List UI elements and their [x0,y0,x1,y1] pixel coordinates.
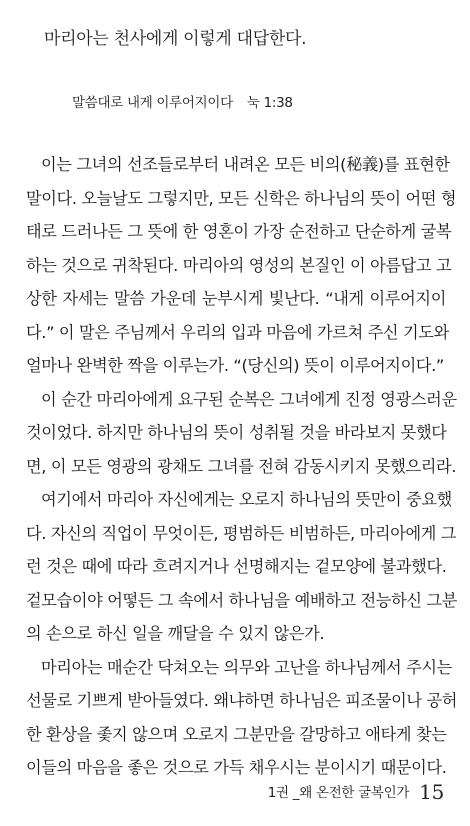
body-text [26,148,458,785]
text-line: 다. 자신의 직업이 무엇이든, 평범하든 비범하든, 마리아에게 그 [26,523,457,543]
text-line: 여기에서 마리아 자신에게는 오로지 하나님의 뜻만이 중요했 [41,490,452,509]
verse-text: 말씀대로 내게 이루어지이다 [72,95,233,111]
text-line: 다.” 이 말은 주님께서 우리의 입과 마음에 가르쳐 주신 기도와 [26,322,449,342]
text-line: 런 것은 때에 따라 흐려지거나 선명해지는 겉모양에 불과했다. [26,557,447,576]
intro-line: 마리아는 천사에게 이렇게 대답한다. [44,29,307,49]
text-line: 의 손으로 하신 일을 깨달을 수 있지 않은가. [26,624,325,643]
running-title: 1권 _왜 온전한 굴복인가 [267,785,410,801]
text-line: 이들의 마음을 좋은 것으로 가득 채우시는 분이시기 때문이다. [26,758,447,777]
page-footer [268,780,444,804]
page-number: 15 [419,780,444,804]
text-line: 이 순간 마리아에게 요구된 순복은 그녀에게 진정 영광스러운 [41,389,457,409]
text-line: 상한 자세는 말씀 가운데 눈부시게 빛난다. “내게 이루어지이 [26,289,446,308]
text-line: 면, 이 모든 영광의 광채도 그녀를 전혀 감동시키지 못했으리라. [26,456,457,476]
text-line: 것이었다. 하지만 하나님의 뜻이 성취될 것을 바라보지 못했다 [26,423,447,442]
text-line: 선물로 기쁘게 받아들였다. 왜냐하면 하나님은 피조물이나 공허 [26,691,458,710]
text-line: 마리아는 매순간 닥쳐오는 의무와 고난을 하나님께서 주시는 [41,657,452,677]
text-line: 이는 그녀의 선조들로부터 내려온 모든 비의(秘義)를 표현한 [41,155,450,174]
text-line: 겉모습이야 어떻든 그 속에서 하나님을 예배하고 전능하신 그분 [26,590,458,610]
verse-quote [72,91,293,111]
text-line: 태로 드러나든 그 뜻에 한 영혼이 가장 순전하고 단순하게 굴복 [26,222,452,241]
text-line: 말이다. 오늘날도 그렇지만, 모든 신학은 하나님의 뜻이 어떤 형 [26,188,457,208]
text-line: 얼마나 완벽한 짝을 이루는가. “(당신의) 뜻이 이루어지이다.” [26,356,444,375]
text-line: 한 환상을 좇지 않으며 오로지 그분만을 갈망하고 애타게 찾는 [26,724,447,744]
text-line: 하는 것으로 귀착된다. 마리아의 영성의 본질인 이 아름답고 고 [26,255,452,275]
verse-reference: 눅 1:38 [246,95,293,111]
